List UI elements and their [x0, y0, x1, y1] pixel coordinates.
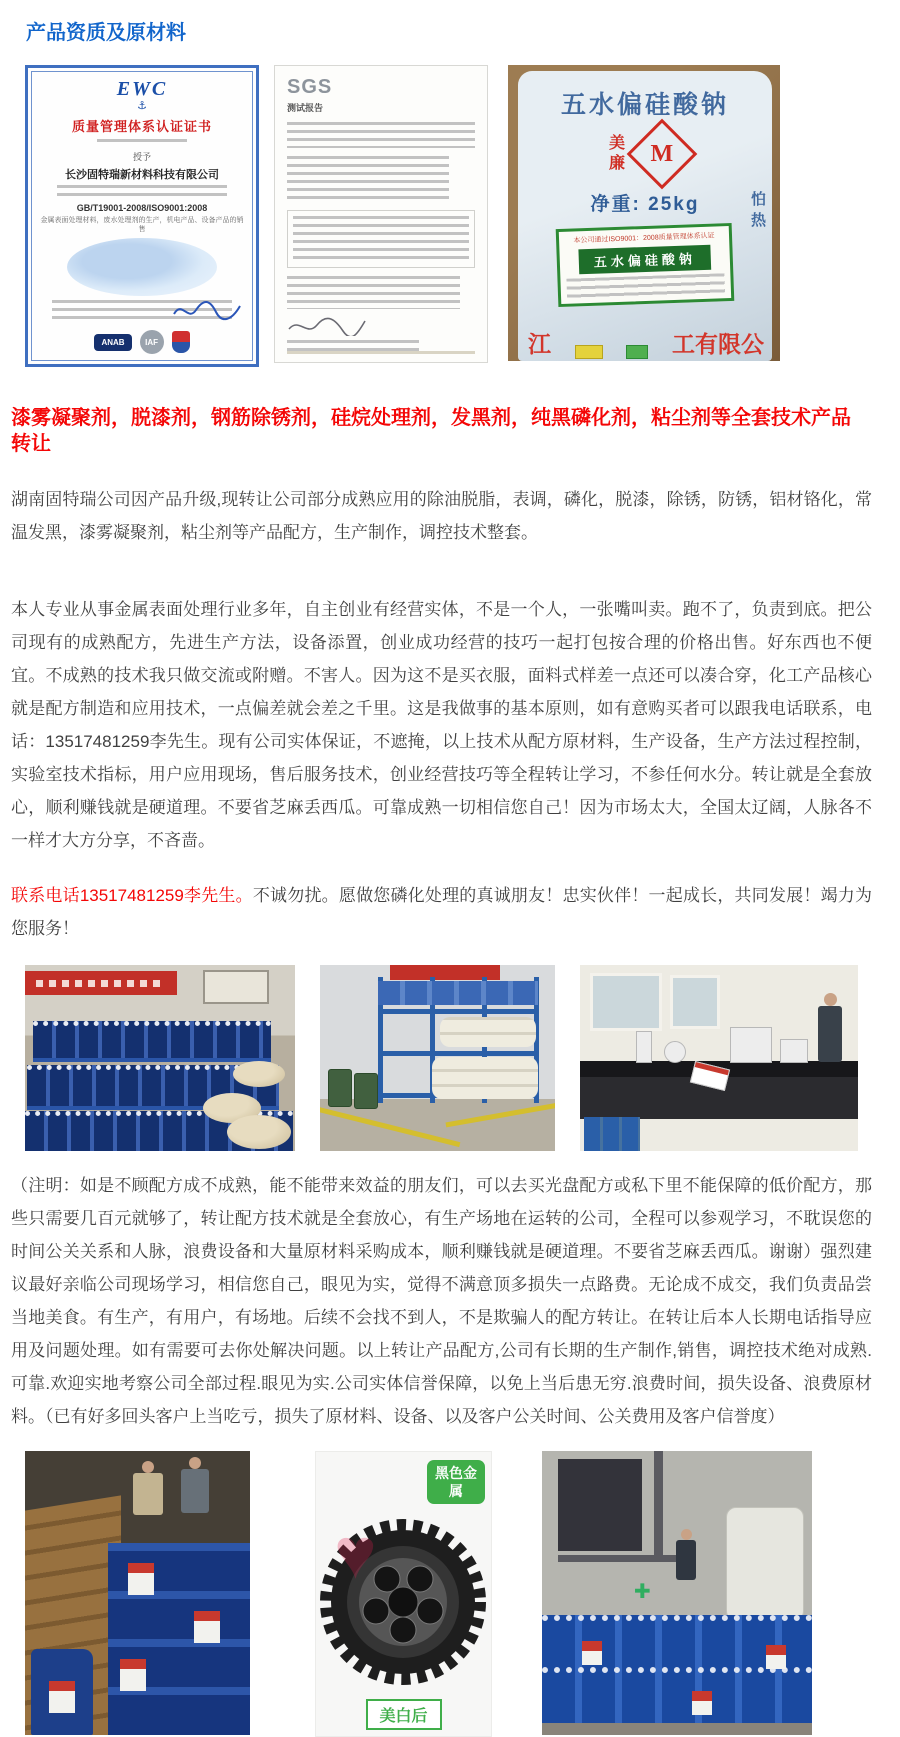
drum-label — [582, 1641, 602, 1665]
accreditation-badges — [94, 330, 189, 354]
blue-bins-row — [378, 981, 538, 1005]
stacked-drums-photo — [25, 1451, 250, 1735]
label-product-name: 五水偏硅酸钠 — [578, 245, 711, 275]
manufacturer-partial-right: 工有限公 — [671, 331, 764, 357]
after-whitening-tag: 美白后 — [365, 1699, 441, 1730]
workshop-floor — [542, 1723, 812, 1735]
workshop-drums-photo — [542, 1451, 812, 1735]
disclaimer-note-paragraph: （注明：如是不顾配方成不成熟，能不能带来效益的朋友们，可以去买光盘配方或私下里不能保障的低价配方，那些只需要几百元就够了，转让配方技术就是全套放心，有生产场地在运转的公司，全程可以参观学习，不耽误您的时间公关关系和人脉，浪费设备和大量原材料采购成本，顺利赚钱就是硬道理。不要省芝麻丢西瓜。谢谢）强烈建议最好亲临公司现场学习，相信您自己，眼见为实，觉得不满意顶多损失一点路费。无论成不成交，我们负责品尝当地美食。有生产，有用户，有场地。后续不会找不到人，不是欺骗人的配方转让。在转让后本人长期电话指导应用及问题处理。如有需要可去你处解决问题。以上转让产品配方,公司有长期的生产制作,销售，调控技术绝对成熟.可靠.欢迎实地考察公司全部过程.眼见为实.公司实体信誉保障，以免上当后患无穷.浪费时间，损失设备、浪费原材料。（已有好多回头客户上当吃亏，损失了原材料、设备、以及客户公关时间、公关费用及客户信誉度） — [11, 1176, 872, 1426]
red-banner — [25, 971, 177, 995]
rack-beam — [378, 1051, 539, 1056]
white-sacks-stack — [432, 1057, 538, 1099]
gear-hole — [407, 1566, 433, 1592]
vertical-pipe — [654, 1451, 663, 1561]
person-head — [142, 1461, 154, 1473]
intro-paragraph: 湖南固特瑞公司因产品升级,现转让公司部分成熟应用的除油脱脂，表调，磷化，脱漆，除锈，防锈，铝材铬化，常温发黑，漆雾凝聚剂，粘尘剂等产品配方，生产制作，调控技术整套。 — [11, 490, 872, 542]
product-bag — [518, 71, 772, 361]
drum-lid — [227, 1115, 291, 1149]
label-red-band — [120, 1659, 146, 1669]
black-gear-photo — [315, 1451, 492, 1737]
world-map-watermark — [67, 238, 217, 296]
brand-initial: M — [650, 140, 673, 167]
person-head — [681, 1529, 692, 1540]
gear-hole — [363, 1598, 389, 1624]
certificate-standard: GB/T19001-2008/ISO9001:2008 — [76, 203, 208, 213]
anab-badge: ANAB — [94, 334, 131, 351]
worker-figure — [181, 1457, 209, 1513]
raw-material-bag-photo — [508, 65, 780, 361]
jug-stack-row — [33, 1021, 271, 1062]
laboratory-photo — [580, 965, 858, 1151]
product-detail-page — [0, 16, 900, 1737]
black-metal-tag: 黑色金属 — [427, 1460, 485, 1504]
gear-center-bore — [388, 1587, 418, 1617]
anchor-icon: ⚓ — [137, 100, 147, 112]
report-title: 测试报告 — [287, 103, 324, 113]
blue-crates — [584, 1117, 640, 1151]
ewc-logo: EWC — [116, 78, 168, 100]
page-title: 产品资质及原材料 — [26, 22, 186, 44]
manufacturer-partial-left: 江 — [528, 331, 551, 357]
jug-label — [120, 1659, 146, 1691]
label-red-band — [128, 1563, 154, 1573]
worker-figure — [676, 1529, 696, 1580]
technician-figure — [818, 993, 842, 1062]
green-tag — [626, 345, 648, 359]
report-body — [287, 76, 475, 352]
bag-product-name: 五水偏硅酸钠 — [560, 91, 729, 119]
lab-instrument — [730, 1027, 772, 1063]
yellow-tag — [575, 345, 603, 359]
contact-paragraph — [11, 879, 872, 945]
report-text-lines — [287, 156, 449, 203]
diamond-brand-icon — [626, 119, 697, 190]
white-sacks-stack — [440, 1017, 536, 1047]
report-signature-scribble — [287, 315, 367, 336]
person-torso — [818, 1006, 842, 1062]
heat-warning-text: 怕热 — [749, 191, 766, 233]
iaf-badge: IAF — [140, 330, 164, 354]
lab-scale — [780, 1039, 808, 1063]
jug-label — [128, 1563, 154, 1595]
green-bin — [328, 1069, 352, 1107]
person-torso — [676, 1540, 696, 1580]
lab-cylinder — [636, 1031, 652, 1063]
label-certification-line: 本公司通过ISO9001：2008质量管理体系认证 — [573, 232, 715, 245]
bag-bottom-row — [528, 326, 764, 359]
worker-figure — [133, 1461, 163, 1515]
green-cross-icon: ✚ — [634, 1581, 651, 1603]
label-red-band — [582, 1641, 602, 1651]
rack-beam — [378, 1009, 539, 1014]
jug-label — [194, 1611, 220, 1643]
person-torso — [181, 1469, 209, 1513]
report-text-lines — [287, 122, 475, 148]
contact-phone-text: 联系电话13517481259李先生。 — [11, 886, 253, 905]
blue-drum-row — [542, 1667, 812, 1723]
banner-slogan-text — [36, 980, 166, 987]
reactor-machine — [558, 1459, 642, 1551]
lab-window — [590, 973, 662, 1031]
person-head — [824, 993, 837, 1006]
report-footer-rule — [287, 351, 475, 354]
product-photos-row — [25, 1451, 900, 1737]
gear-hole — [417, 1598, 443, 1624]
net-weight-text: 净重: 25kg — [590, 194, 700, 215]
brand-name-vertical: 美廉 — [606, 134, 624, 174]
contact-rest-text: 不诚勿扰。愿做您磷化处理的真诚朋友！忠实伙伴！一起成长，共同发展！竭力为您服务！ — [11, 886, 872, 938]
awarded-to-label: 授予 — [132, 152, 151, 162]
fine-print-lines — [57, 185, 227, 199]
transfer-offer-heading: 漆雾凝聚剂，脱漆剂，钢筋除锈剂，硅烷处理剂，发黑剂，纯黑磷化剂，粘尘剂等全套技术产品转让 — [11, 407, 851, 455]
label-red-band — [692, 1691, 712, 1701]
horizontal-pipe — [558, 1555, 688, 1562]
green-bin — [354, 1073, 378, 1109]
report-text-lines — [287, 276, 460, 309]
business-description-paragraph: 本人专业从事金属表面处理行业多年，自主创业有经营实体，不是一个人，一张嘴叫卖。跑不了，负责到底。把公司现有的成熟配方，先进生产方法，设备添置，创业成功经营的技巧一起打包按合理的价格出售。好东西也不便宜。不成熟的技术我只做交流或附赠。不害人。因为这不是买衣服，面料式样差一点还可以凑合穿，化工产品核心就是配方制造和应用技术，一点偏差就会差之千里。这是我做事的基本原则，如有意购买者可以跟我电话联系，电话：13517481259李先生。现有公司实体保证，不遮掩，以上技术从配方原材料，生产设备，生产方法过程控制，实验室技术指标，用户应用现场，售后服务技术，创业经营技巧等全程转让学习，不参任何水分。转让就是全套放心，顺利赚钱就是硬道理。不要省芝麻丢西瓜。可靠成熟一切相信您自己！因为市场太大，全国太辽阔，人脉各不一样才大方分享，不吝啬。 — [11, 600, 872, 850]
lab-flask — [664, 1041, 686, 1063]
certificate-number-line — [97, 139, 187, 145]
brand-logo — [604, 129, 687, 179]
warehouse-racks-photo — [320, 965, 555, 1151]
drum-label — [766, 1645, 786, 1669]
gear-hole — [390, 1617, 416, 1643]
heart-watermark-icon: ♥ — [334, 1514, 377, 1594]
signature-scribble — [172, 298, 242, 324]
certificates-row — [25, 65, 900, 367]
report-table-lines — [293, 216, 469, 262]
white-storage-tank — [726, 1507, 804, 1621]
warehouse-window — [203, 970, 269, 1004]
sgs-logo: SGS — [287, 76, 333, 98]
drum-label — [692, 1691, 712, 1715]
lab-window — [670, 975, 720, 1029]
certificate-scope: 金属表面处理材料，废水处理剂的生产，机电产品、设备产品的销售 — [40, 217, 244, 233]
factory-photos-row — [25, 965, 900, 1151]
person-head — [189, 1457, 201, 1469]
label-fine-print — [566, 273, 725, 299]
jug-label — [49, 1681, 75, 1713]
warehouse-jugs-photo — [25, 965, 295, 1151]
label-red-band — [766, 1645, 786, 1655]
sgs-test-report-image — [274, 65, 488, 363]
certified-company-name: 长沙固特瑞新材料科技有限公司 — [65, 169, 219, 181]
shield-badge-icon — [172, 331, 190, 353]
bag-certification-label — [556, 223, 735, 307]
label-red-band — [194, 1611, 220, 1621]
report-table — [287, 210, 475, 268]
certificate-title: 质量管理体系认证证书 — [71, 119, 212, 134]
gear-hole — [374, 1566, 400, 1592]
person-torso — [133, 1473, 163, 1515]
quality-certificate-image — [25, 65, 259, 367]
drum-lid — [233, 1061, 285, 1087]
